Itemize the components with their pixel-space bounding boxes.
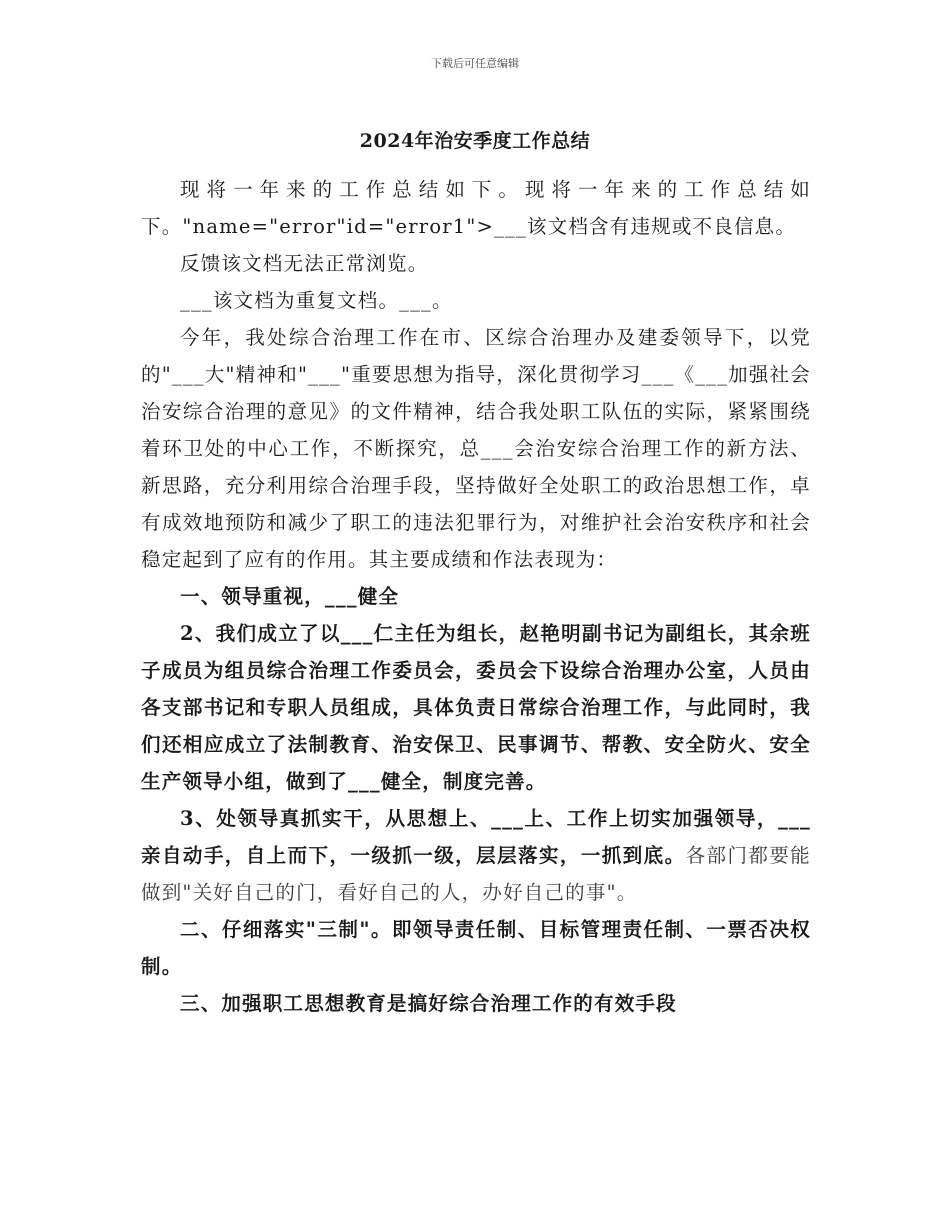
document-title: 2024年治安季度工作总结 xyxy=(359,130,591,152)
section-heading-1: 一、领导重视，___健全 xyxy=(180,585,400,608)
section-heading-2: 二、仔细落实"三制"。即领导责任制、目标管理责任制、一票否决权制。 xyxy=(141,918,811,978)
paragraph-committee: 2、我们成立了以___仁主任为组长，赵艳明副书记为副组长，其余班子成员为组员综合治理工作委员会，委员会下设综合治理办公室，人员由各支部书记和专职人员组成，具体负责日常综合治理工作，与此同时，我们还相应成立了法制教育、治安保卫、民事调节、帮教、安全防火、安全生产领导小组，做到了___健全，制度完善。 xyxy=(141,622,811,793)
paragraph-feedback: 反馈该文档无法正常浏览。 xyxy=(180,252,429,275)
document-body xyxy=(141,171,811,1022)
paragraph-intro: 现将一年来的工作总结如下。现将一年来的工作总结如下。"name="error"id="error1">___该文档含有违规或不良信息。 xyxy=(141,178,811,238)
paragraph-duplicate: ___该文档为重复文档。___。 xyxy=(180,289,453,312)
page-header-note: 下载后可任意编辑 xyxy=(431,57,519,70)
paragraph-leadership-normal: 各部门都要能做到"关好自己的门，看好自己的人，办好自己的事"。 xyxy=(141,844,812,904)
section-heading-3: 三、加强职工思想教育是搞好综合治理工作的有效手段 xyxy=(180,992,677,1015)
paragraph-leadership-bold: 3、处领导真抓实干，从思想上、___上、工作上切实加强领导，___亲自动手，自上而下，一级抓一级，层层落实，一抓到底。 xyxy=(141,807,811,867)
paragraph-leadership xyxy=(141,800,811,911)
paragraph-overview: 今年，我处综合治理工作在市、区综合治理办及建委领导下，以党的"___大"精神和"___"重要思想为指导，深化贯彻学习___《___加强社会治安综合治理的意见》的文件精神，结合我处职工队伍的实际，紧紧围绕着环卫处的中心工作，不断探究，总___会治安综合治理工作的新方法、新思路，充分利用综合治理手段，坚持做好全处职工的政治思想工作，卓有成效地预防和减少了职工的违法犯罪行为，对维护社会治安秩序和社会稳定起到了应有的作用。其主要成绩和作法表现为： xyxy=(141,326,811,571)
